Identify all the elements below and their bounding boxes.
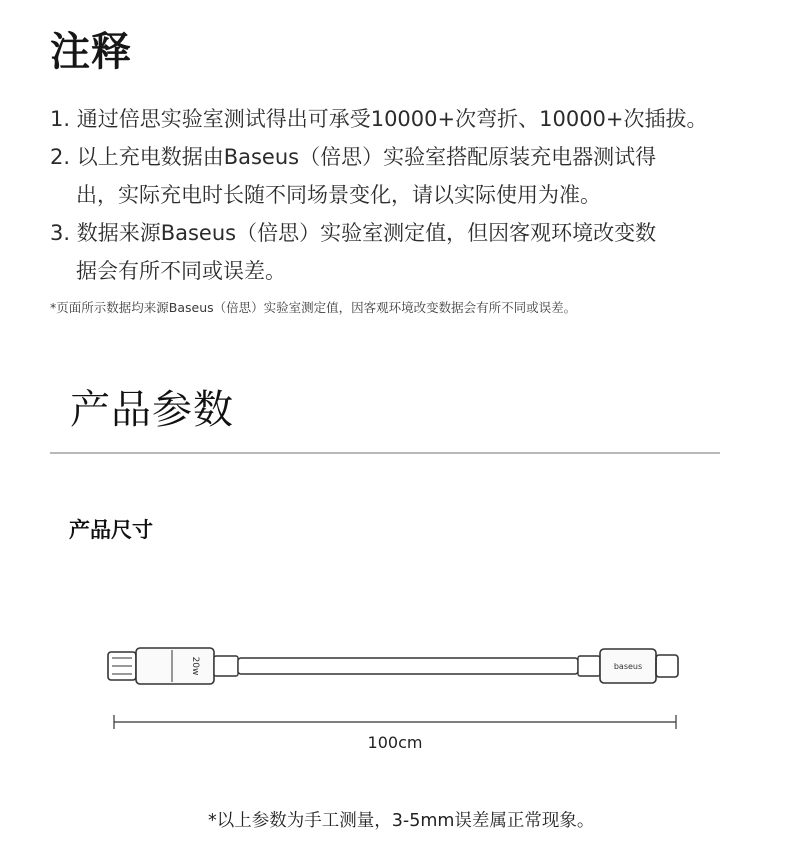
usbc-tip-icon	[656, 655, 678, 677]
cable-body	[238, 658, 578, 674]
left-connector-housing	[136, 648, 214, 684]
notes-title: 注释	[50, 29, 132, 75]
section-divider	[50, 452, 720, 454]
note-3-line1: 3. 数据来源Baseus（倍思）实验室测定值，但因客观环境改变数	[50, 221, 657, 245]
note-2-line1: 2. 以上充电数据由Baseus（倍思）实验室搭配原装充电器测试得	[50, 145, 657, 169]
dimension-line	[110, 712, 680, 732]
note-3-line2: 据会有所不同或误差。	[76, 259, 286, 283]
length-label: 100cm	[367, 733, 423, 752]
note-1-line1: 1. 通过倍思实验室测试得出可承受10000+次弯折、10000+次插拔。	[50, 107, 708, 131]
cable-illustration	[100, 640, 700, 690]
note-2-line2: 出，实际充电时长随不同场景变化，请以实际使用为准。	[76, 183, 601, 207]
measurement-note: *以上参数为手工测量，3-5mm误差属正常现象。	[208, 811, 595, 831]
params-title: 产品参数	[70, 387, 234, 433]
notes-footnote: *页面所示数据均来源Baseus（倍思）实验室测定值，因客观环境改变数据会有所不同或误差。	[50, 300, 577, 315]
connector-label-left: 20w	[190, 656, 200, 676]
connector-label-right: baseus	[613, 662, 643, 671]
size-heading: 产品尺寸	[69, 518, 153, 542]
